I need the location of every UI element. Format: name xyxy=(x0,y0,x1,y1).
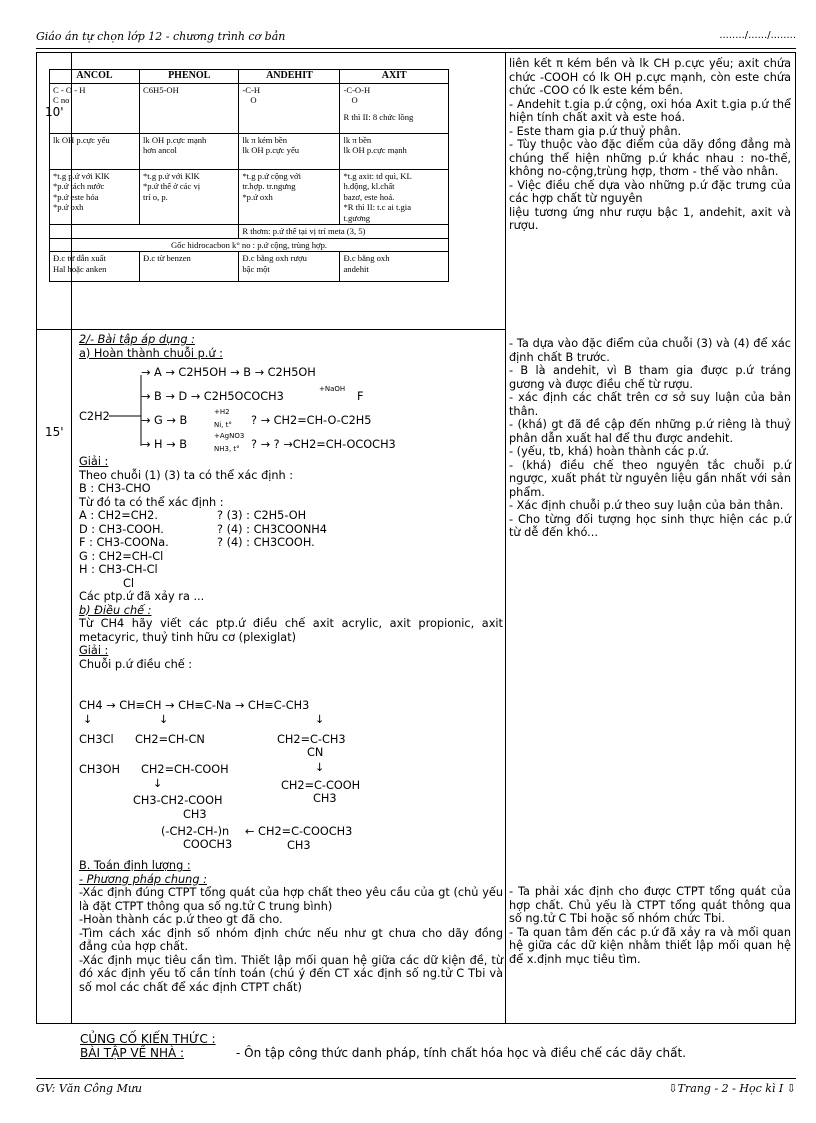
agno3-condition: +AgNO3 xyxy=(214,432,245,440)
exercise-section xyxy=(79,333,503,360)
chain-2: → B → D → C2H5OCOCH3 xyxy=(141,390,284,403)
time-2: 15' xyxy=(45,425,64,439)
cell: -C-H O xyxy=(239,83,340,133)
page-footer xyxy=(36,1078,796,1099)
giai2-label: Giải : xyxy=(79,644,109,657)
chain-1: → A → C2H5OH → B → C2H5OH xyxy=(141,366,316,379)
solution-section: Giải : Theo chuỗi (1) (3) ta có thể xác định : B : CH3-CHO Từ đó ta có thể xác định : A : CH2=CH2. ? (3) : C2H5-OH D : CH3-COOH. ? (4) : CH3COONH4 F : CH3-COONa. ? (4) : CH3COOH. G : CH2=CH-Cl H : CH3-CH-Cl Cl Các ptp.ứ đã xảy ra ... b) Điều chế : Từ CH4 hãy viết các ptp.ứ điều chế axit acrylic, axit propionic, axit metacyric, thuỷ tinh hữu cơ (plexiglat) Giải : Chuỗi p.ứ điều chế : xyxy=(79,455,503,671)
cell: Gốc hidrocacbon k° no : p.ứ cộng, trùng hợp. xyxy=(50,238,449,252)
table-row xyxy=(50,133,449,169)
chain-4b: ? → ? →CH2=CH-OCOCH3 xyxy=(251,438,396,451)
table-row xyxy=(50,252,449,282)
part-B-title: B. Toán định lượng : xyxy=(79,859,191,872)
cell: lk OH p.cực mạnh hơn ancol xyxy=(139,133,238,169)
cell: C6H5-OH xyxy=(139,83,238,133)
cell: lk π kém bền lk OH p.cực yếu xyxy=(239,133,340,169)
cell: *t.g axit: td quì, KL h.động, kl.chất bazơ, este hoá. *R thì II: t.c ai t.gia t.gương xyxy=(340,169,449,225)
row-divider xyxy=(37,329,505,330)
exercise-title: 2/- Bài tập áp dụng : xyxy=(79,333,195,346)
cell: *t.g p.ứ với KlK *p.ứ thế ở các vị trí o, p. xyxy=(139,169,238,225)
synthesis-scheme: CH4 → CH≡CH → CH≡C-Na → CH≡C-CH3 ↓ ↓ ↓ CH3Cl CH2=CH-CN CH2=C-CH3 CN CH3OH CH2=CH-COOH ↓ ↓ CH3-CH2-COOH CH2=C-COOH CH3 CH3 (-CH2-CH-)n ← CH2=C-COOCH3 COOCH3 CH3 xyxy=(79,699,361,852)
ni-condition: Ni, t° xyxy=(214,421,232,429)
chain-3b: ? → CH2=CH-O-C2H5 xyxy=(251,414,372,427)
nh3-condition: NH3, t° xyxy=(214,445,240,453)
th-axit: AXIT xyxy=(340,70,449,84)
f-label: F xyxy=(357,390,364,403)
cell: Đ.c bằng oxh rượu bậc một xyxy=(239,252,340,282)
page-number: ⇩Trang - 2 - Học kì I ⇩ xyxy=(668,1082,796,1095)
table-row xyxy=(50,83,449,133)
chain-3: → G → B xyxy=(141,414,188,427)
header-title: Giáo án tự chọn lớp 12 - chương trình cơ bản xyxy=(36,30,286,43)
teacher-name: GV: Văn Công Mưu xyxy=(36,1082,143,1095)
cell: -C-O-H O R thì II: 8 chức lồng xyxy=(340,83,449,133)
cell: *t.g p.ứ với KlK *p.ứ tách nước *p.ứ este hóa *p.ứ oxh xyxy=(50,169,140,225)
cell: *t.g p.ứ cộng với tr.hợp. tr.ngưng *p.ứ oxh xyxy=(239,169,340,225)
homework-label: BÀI TẬP VỀ NHÀ : xyxy=(80,1046,185,1060)
cell: C - O - H C no xyxy=(50,83,140,133)
method-title: - Phương pháp chung : xyxy=(79,872,207,886)
naoh-condition: +NaOH xyxy=(319,385,346,393)
comparison-table xyxy=(49,69,449,282)
right-notes-bottom: - Ta phải xác định cho được CTPT tổng quát của hợp chất. Chủ yếu là CTPT tổng quát thông qua số ng.tử C Tbi hoặc số nhóm chức Tbi. - Ta quan tâm đến các p.ứ đã xảy ra và mối quan hệ giữa các dữ kiện nhằm thiết lập mối quan hệ để x.định mục tiêu tìm. xyxy=(509,885,791,966)
cell: lk OH p.cực yếu xyxy=(50,133,140,169)
th-ancol: ANCOL xyxy=(50,70,140,84)
c2h2-label: C2H2 xyxy=(79,410,110,423)
time-1: 10' xyxy=(45,105,64,119)
cell: Đ.c bằng oxh andehit xyxy=(340,252,449,282)
cell: Đ.c từ dẫn xuất Hal hoặc anken xyxy=(50,252,140,282)
reaction-chain xyxy=(79,361,503,457)
table-row xyxy=(50,238,449,252)
cell: R thơm: p.ứ thế tại vị trí meta (3, 5) xyxy=(239,225,449,239)
giai-label: Giải : xyxy=(79,455,109,468)
h2-condition: +H2 xyxy=(214,408,230,416)
header-date: ......../....../........ xyxy=(719,30,796,41)
part-a-title: a) Hoàn thành chuỗi p.ứ : xyxy=(79,346,223,360)
cell: lk π bền lk OH p.cực mạnh xyxy=(340,133,449,169)
part-b-title: b) Điều chế : xyxy=(79,603,152,617)
right-notes-top: liên kết π kém bền và lk CH p.cực yếu; axit chứa chức -COOH có lk OH p.cực mạnh, còn este chứa chức -COO có lk este kém bền. - Andehit t.gia p.ứ cộng, oxi hóa Axit t.gia p.ứ thể hiện tính chất axit và este hoá. - Este tham gia p.ứ thuỷ phân. - Tùy thuộc vào đặc điểm của dãy đồng đẳng mà chúng thể hiện những p.ứ khác nhau : no-thế, không no-cộng,trùng hợp, thơm - thế vào nhân. - Việc điều chế dựa vào những p.ứ đặc trưng của các hợp chất từ nguyên liệu tương ứng như rượu bậc 1, andehit, axit và rượu. xyxy=(509,57,791,232)
th-phenol: PHENOL xyxy=(139,70,238,84)
table-row xyxy=(50,169,449,225)
th-andehit: ANDEHIT xyxy=(239,70,340,84)
divider-right xyxy=(505,53,506,1023)
table-header-row xyxy=(50,70,449,84)
quantitative-section: B. Toán định lượng : - Phương pháp chung : -Xác định đúng CTPT tổng quát của hợp chất theo yêu cầu của gt (chủ yếu là đặt CTPT thông qua số ng.tử C trung bình) -Hoàn thành các p.ứ theo gt đã cho. -Tìm cách xác định số nhóm định chức nếu như gt chưa cho dãy đồng đẳng của hợp chất. -Xác định mục tiêu cần tìm. Thiết lập mối quan hệ giữa các dữ kiện đề, từ đó xác định yếu tố cần tính toán (chú ý đến CT xác định số ng.tử C Tbi và số mol các chất để xác định CTPT chất) xyxy=(79,859,503,994)
cell xyxy=(50,225,239,239)
consolidation-label: CỦNG CỐ KIẾN THỨC : xyxy=(80,1032,216,1046)
chain-4: → H → B xyxy=(141,438,187,451)
homework-text: - Ôn tập công thức danh pháp, tính chất hóa học và điều chế các dãy chất. xyxy=(236,1046,686,1060)
table-row xyxy=(50,225,449,239)
cell: Đ.c từ benzen xyxy=(139,252,238,282)
right-notes-mid: - Ta dựa vào đặc điểm của chuỗi (3) và (4) để xác định chất B trước. - B là andehit, vì B tham gia được p.ứ tráng gương và được điều chế từ rượu. - xác định các chất trên cơ sở suy luận của bản thân. - (khá) gt đã đề cập đến những p.ứ riêng là thuỷ phân dẫn xuất hal để thu được andehit. - (yếu, tb, khá) hoàn thành các p.ứ. - (khá) điều chế theo nguyên tắc chuỗi p.ứ ngược, xuất phát từ nguyên liệu gần nhất với sản phẩm. - Xác định chuỗi p.ứ theo suy luận của bản thân. - Cho từng đối tượng học sinh thực hiện các p.ứ từ dễ đến khó... xyxy=(509,337,791,539)
page-header xyxy=(36,28,796,49)
lesson-table xyxy=(36,52,796,1024)
